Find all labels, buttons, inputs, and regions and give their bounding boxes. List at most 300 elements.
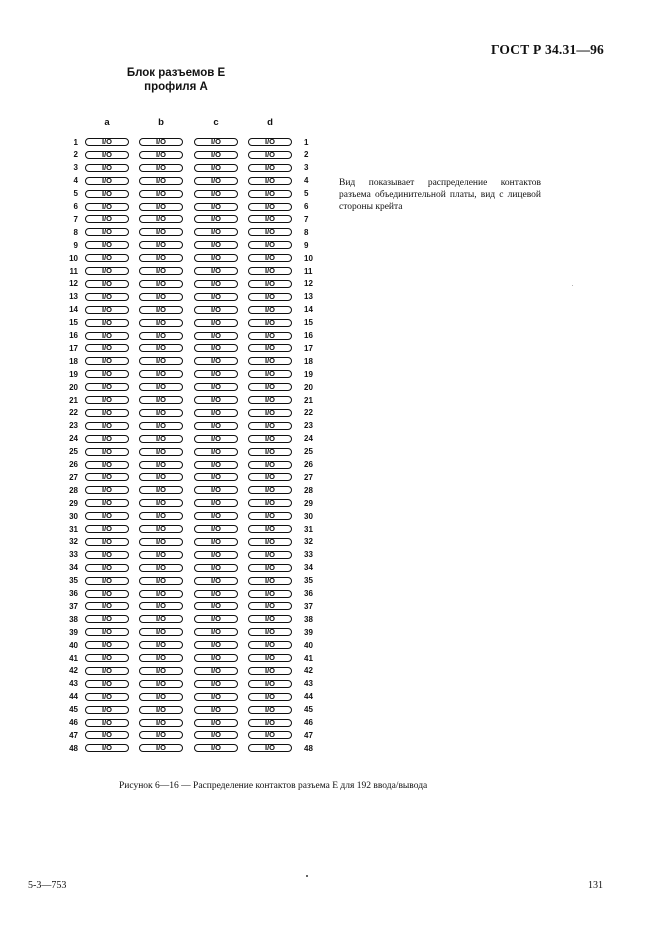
pin-a-22: I/O (85, 409, 129, 417)
row-number-left: 22 (69, 408, 78, 418)
pin-d-27: I/O (248, 473, 292, 481)
pin-d-43: I/O (248, 680, 292, 688)
pin-a-10: I/O (85, 254, 129, 262)
pin-c-20: I/O (194, 383, 238, 391)
row-number-left: 1 (73, 137, 78, 147)
pin-b-14: I/O (139, 306, 183, 314)
pin-c-10: I/O (194, 254, 238, 262)
row-number-left: 48 (69, 743, 78, 753)
pin-c-4: I/O (194, 177, 238, 185)
pin-c-22: I/O (194, 409, 238, 417)
pin-a-23: I/O (85, 422, 129, 430)
pin-b-20: I/O (139, 383, 183, 391)
pin-d-10: I/O (248, 254, 292, 262)
pin-c-41: I/O (194, 654, 238, 662)
figure-title (96, 66, 256, 94)
pin-d-21: I/O (248, 396, 292, 404)
row-number-left: 41 (69, 653, 78, 663)
pin-d-7: I/O (248, 215, 292, 223)
pin-b-44: I/O (139, 693, 183, 701)
row-number-right: 31 (304, 524, 313, 534)
row-number-left: 35 (69, 576, 78, 586)
row-number-right: 32 (304, 537, 313, 547)
pin-a-1: I/O (85, 138, 129, 146)
pin-c-29: I/O (194, 499, 238, 507)
pin-b-30: I/O (139, 512, 183, 520)
row-number-right: 39 (304, 627, 313, 637)
row-number-right: 23 (304, 421, 313, 431)
pin-b-7: I/O (139, 215, 183, 223)
pin-d-2: I/O (248, 151, 292, 159)
pin-c-11: I/O (194, 267, 238, 275)
pin-d-9: I/O (248, 241, 292, 249)
pin-c-37: I/O (194, 602, 238, 610)
row-number-left: 7 (73, 214, 78, 224)
pin-c-7: I/O (194, 215, 238, 223)
pin-b-2: I/O (139, 151, 183, 159)
column-header-c: c (213, 117, 219, 128)
pin-b-4: I/O (139, 177, 183, 185)
row-number-left: 37 (69, 601, 78, 611)
row-number-right: 43 (304, 679, 313, 689)
pin-c-31: I/O (194, 525, 238, 533)
row-number-left: 15 (69, 318, 78, 328)
row-number-right: 8 (304, 227, 309, 237)
row-number-left: 6 (73, 202, 78, 211)
row-number-right: 7 (304, 214, 309, 224)
row-number-right: 33 (304, 550, 313, 560)
pin-d-15: I/O (248, 319, 292, 327)
pin-b-37: I/O (139, 602, 183, 610)
row-number-left: 17 (69, 343, 78, 353)
pin-d-30: I/O (248, 512, 292, 520)
pin-c-42: I/O (194, 667, 238, 675)
pin-a-14: I/O (85, 306, 129, 314)
row-number-left: 38 (69, 614, 78, 624)
pin-b-48: I/O (139, 744, 183, 752)
pin-a-21: I/O (85, 396, 129, 404)
row-number-left: 30 (69, 511, 78, 521)
pin-c-19: I/O (194, 370, 238, 378)
pin-b-38: I/O (139, 615, 183, 623)
row-number-right: 46 (304, 718, 313, 727)
pin-d-29: I/O (248, 499, 292, 507)
pin-c-43: I/O (194, 680, 238, 688)
pin-b-27: I/O (139, 473, 183, 481)
pin-c-26: I/O (194, 461, 238, 469)
pin-c-3: I/O (194, 164, 238, 172)
pin-b-28: I/O (139, 486, 183, 494)
pin-d-31: I/O (248, 525, 292, 533)
pin-b-5: I/O (139, 190, 183, 198)
pin-b-29: I/O (139, 499, 183, 507)
row-number-left: 18 (69, 356, 78, 366)
pin-d-38: I/O (248, 615, 292, 623)
column-header-b: b (158, 117, 164, 128)
pin-b-42: I/O (139, 667, 183, 675)
pin-b-46: I/O (139, 719, 183, 727)
pin-a-30: I/O (85, 512, 129, 520)
pin-a-18: I/O (85, 357, 129, 365)
pin-c-17: I/O (194, 344, 238, 352)
row-number-left: 42 (69, 666, 78, 676)
pin-c-44: I/O (194, 693, 238, 701)
row-number-left: 5 (73, 189, 78, 199)
row-number-left: 10 (69, 253, 78, 263)
pin-c-39: I/O (194, 628, 238, 636)
pin-d-28: I/O (248, 486, 292, 494)
pin-c-28: I/O (194, 486, 238, 494)
pin-a-43: I/O (85, 680, 129, 688)
scan-speck (572, 285, 573, 286)
pin-a-3: I/O (85, 164, 129, 172)
pin-d-20: I/O (248, 383, 292, 391)
pin-b-10: I/O (139, 254, 183, 262)
row-number-left: 24 (69, 434, 78, 444)
pin-b-45: I/O (139, 706, 183, 714)
pin-a-36: I/O (85, 590, 129, 598)
pin-c-8: I/O (194, 228, 238, 236)
row-number-left: 40 (69, 640, 78, 650)
row-number-right: 6 (304, 202, 309, 211)
pin-b-34: I/O (139, 564, 183, 572)
row-number-left: 45 (69, 705, 78, 715)
pin-d-37: I/O (248, 602, 292, 610)
pin-b-36: I/O (139, 590, 183, 598)
row-number-right: 48 (304, 743, 313, 753)
row-number-left: 8 (73, 227, 78, 237)
pin-d-24: I/O (248, 435, 292, 443)
pin-a-33: I/O (85, 551, 129, 559)
pin-a-32: I/O (85, 538, 129, 546)
pin-c-18: I/O (194, 357, 238, 365)
row-number-left: 11 (69, 266, 78, 276)
pin-c-40: I/O (194, 641, 238, 649)
pin-a-24: I/O (85, 435, 129, 443)
row-number-right: 18 (304, 356, 313, 366)
pin-b-43: I/O (139, 680, 183, 688)
row-number-left: 34 (69, 563, 78, 573)
footer-code: 5-3—753 (28, 880, 67, 891)
pin-c-9: I/O (194, 241, 238, 249)
row-number-left: 3 (73, 163, 78, 173)
pin-d-25: I/O (248, 448, 292, 456)
row-number-left: 27 (69, 472, 78, 482)
pin-c-24: I/O (194, 435, 238, 443)
row-number-left: 29 (69, 498, 78, 508)
pin-c-21: I/O (194, 396, 238, 404)
pin-c-15: I/O (194, 319, 238, 327)
pin-a-8: I/O (85, 228, 129, 236)
pin-d-17: I/O (248, 344, 292, 352)
row-number-right: 35 (304, 576, 313, 586)
pin-a-31: I/O (85, 525, 129, 533)
pin-b-22: I/O (139, 409, 183, 417)
pin-d-19: I/O (248, 370, 292, 378)
row-number-left: 12 (69, 279, 78, 289)
pin-c-38: I/O (194, 615, 238, 623)
pin-a-19: I/O (85, 370, 129, 378)
pin-c-46: I/O (194, 719, 238, 727)
row-number-left: 32 (69, 537, 78, 547)
pin-d-18: I/O (248, 357, 292, 365)
row-number-left: 36 (69, 589, 78, 598)
row-number-left: 19 (69, 369, 78, 379)
pin-d-48: I/O (248, 744, 292, 752)
pin-b-23: I/O (139, 422, 183, 430)
row-number-right: 44 (304, 692, 313, 702)
pin-a-13: I/O (85, 293, 129, 301)
pin-b-13: I/O (139, 293, 183, 301)
pin-a-29: I/O (85, 499, 129, 507)
row-number-right: 38 (304, 614, 313, 624)
pin-c-23: I/O (194, 422, 238, 430)
pin-c-32: I/O (194, 538, 238, 546)
pin-a-40: I/O (85, 641, 129, 649)
row-number-right: 25 (304, 447, 313, 457)
pin-a-2: I/O (85, 151, 129, 159)
pin-c-34: I/O (194, 564, 238, 572)
pin-c-35: I/O (194, 577, 238, 585)
pin-a-4: I/O (85, 177, 129, 185)
pin-a-45: I/O (85, 706, 129, 714)
pin-a-17: I/O (85, 344, 129, 352)
pin-a-46: I/O (85, 719, 129, 727)
pin-a-38: I/O (85, 615, 129, 623)
pin-d-11: I/O (248, 267, 292, 275)
row-number-right: 41 (304, 653, 313, 663)
row-number-right: 26 (304, 460, 313, 469)
row-number-left: 46 (69, 718, 78, 727)
scan-speck (306, 875, 308, 877)
row-number-right: 22 (304, 408, 313, 418)
pin-c-14: I/O (194, 306, 238, 314)
pin-b-9: I/O (139, 241, 183, 249)
pin-a-39: I/O (85, 628, 129, 636)
figure-title-line1: Блок разъемов Е (126, 67, 226, 79)
pin-d-1: I/O (248, 138, 292, 146)
pin-c-36: I/O (194, 590, 238, 598)
pin-a-15: I/O (85, 319, 129, 327)
pin-c-45: I/O (194, 706, 238, 714)
pin-d-5: I/O (248, 190, 292, 198)
row-number-right: 5 (304, 189, 309, 199)
pin-d-12: I/O (248, 280, 292, 288)
pin-a-11: I/O (85, 267, 129, 275)
pin-d-34: I/O (248, 564, 292, 572)
column-header-d: d (267, 117, 273, 128)
column-header-a: a (104, 117, 110, 128)
pin-a-37: I/O (85, 602, 129, 610)
row-number-right: 19 (304, 369, 313, 379)
pin-d-32: I/O (248, 538, 292, 546)
pin-b-1: I/O (139, 138, 183, 146)
pin-d-45: I/O (248, 706, 292, 714)
pin-c-30: I/O (194, 512, 238, 520)
pin-a-16: I/O (85, 332, 129, 340)
pin-a-41: I/O (85, 654, 129, 662)
row-number-left: 16 (69, 331, 78, 340)
pin-a-48: I/O (85, 744, 129, 752)
row-number-left: 20 (69, 382, 78, 392)
row-number-right: 10 (304, 253, 313, 263)
row-number-left: 33 (69, 550, 78, 560)
row-number-right: 20 (304, 382, 313, 392)
row-number-right: 27 (304, 472, 313, 482)
pin-d-26: I/O (248, 461, 292, 469)
pin-b-17: I/O (139, 344, 183, 352)
row-number-right: 9 (304, 240, 309, 250)
pin-d-47: I/O (248, 731, 292, 739)
row-number-left: 28 (69, 485, 78, 495)
pin-d-44: I/O (248, 693, 292, 701)
pin-b-47: I/O (139, 731, 183, 739)
row-number-right: 2 (304, 150, 309, 160)
pin-c-6: I/O (194, 203, 238, 211)
row-number-right: 47 (304, 730, 313, 740)
pin-a-34: I/O (85, 564, 129, 572)
figure-caption: Рисунок 6—16 — Распределение контактов разъема E для 192 ввода/вывода (119, 781, 428, 791)
pin-b-31: I/O (139, 525, 183, 533)
row-number-right: 15 (304, 318, 313, 328)
row-number-right: 1 (304, 137, 309, 147)
row-number-left: 2 (73, 150, 78, 160)
pin-a-26: I/O (85, 461, 129, 469)
pin-d-39: I/O (248, 628, 292, 636)
row-number-right: 4 (304, 176, 309, 186)
pin-c-12: I/O (194, 280, 238, 288)
pin-c-27: I/O (194, 473, 238, 481)
row-number-right: 24 (304, 434, 313, 444)
row-number-left: 21 (69, 395, 78, 405)
row-number-right: 12 (304, 279, 313, 289)
pin-b-32: I/O (139, 538, 183, 546)
pin-b-15: I/O (139, 319, 183, 327)
pin-a-7: I/O (85, 215, 129, 223)
pin-a-28: I/O (85, 486, 129, 494)
row-number-left: 31 (69, 524, 78, 534)
pin-a-27: I/O (85, 473, 129, 481)
pin-a-12: I/O (85, 280, 129, 288)
pin-d-4: I/O (248, 177, 292, 185)
pin-c-48: I/O (194, 744, 238, 752)
pin-c-2: I/O (194, 151, 238, 159)
pin-b-19: I/O (139, 370, 183, 378)
pin-d-14: I/O (248, 306, 292, 314)
pin-b-21: I/O (139, 396, 183, 404)
pin-b-25: I/O (139, 448, 183, 456)
row-number-right: 17 (304, 343, 313, 353)
row-number-left: 14 (69, 305, 78, 315)
pin-b-16: I/O (139, 332, 183, 340)
pin-a-9: I/O (85, 241, 129, 249)
pin-b-3: I/O (139, 164, 183, 172)
pin-c-5: I/O (194, 190, 238, 198)
row-number-right: 40 (304, 640, 313, 650)
pin-d-36: I/O (248, 590, 292, 598)
row-number-left: 47 (69, 730, 78, 740)
pin-d-23: I/O (248, 422, 292, 430)
row-number-left: 26 (69, 460, 78, 469)
pin-c-16: I/O (194, 332, 238, 340)
row-number-right: 3 (304, 163, 309, 173)
pin-b-12: I/O (139, 280, 183, 288)
row-number-left: 43 (69, 679, 78, 689)
pin-b-40: I/O (139, 641, 183, 649)
pin-a-47: I/O (85, 731, 129, 739)
row-number-left: 23 (69, 421, 78, 431)
pin-d-16: I/O (248, 332, 292, 340)
row-number-right: 21 (304, 395, 313, 405)
row-number-right: 29 (304, 498, 313, 508)
row-number-right: 36 (304, 589, 313, 598)
row-number-left: 39 (69, 627, 78, 637)
row-number-left: 44 (69, 692, 78, 702)
pin-a-35: I/O (85, 577, 129, 585)
pin-c-47: I/O (194, 731, 238, 739)
pin-d-8: I/O (248, 228, 292, 236)
row-number-right: 11 (304, 266, 313, 276)
row-number-right: 34 (304, 563, 313, 573)
row-number-right: 42 (304, 666, 313, 676)
pin-b-41: I/O (139, 654, 183, 662)
page-number: 131 (588, 880, 603, 891)
pin-d-40: I/O (248, 641, 292, 649)
pin-d-6: I/O (248, 203, 292, 211)
row-number-right: 16 (304, 331, 313, 340)
row-number-right: 37 (304, 601, 313, 611)
row-number-left: 4 (73, 176, 78, 186)
pin-a-20: I/O (85, 383, 129, 391)
pin-d-22: I/O (248, 409, 292, 417)
row-number-right: 14 (304, 305, 313, 315)
pin-a-6: I/O (85, 203, 129, 211)
pin-a-5: I/O (85, 190, 129, 198)
pin-d-13: I/O (248, 293, 292, 301)
row-number-left: 9 (73, 240, 78, 250)
pin-d-46: I/O (248, 719, 292, 727)
pin-b-26: I/O (139, 461, 183, 469)
view-description: Вид показывает распределение контактов разъема объединительной платы, вид с лицевой стороны крейта (339, 178, 541, 212)
pin-b-8: I/O (139, 228, 183, 236)
row-number-right: 30 (304, 511, 313, 521)
pin-c-13: I/O (194, 293, 238, 301)
pin-b-11: I/O (139, 267, 183, 275)
pin-a-25: I/O (85, 448, 129, 456)
row-number-right: 13 (304, 292, 313, 302)
pin-c-25: I/O (194, 448, 238, 456)
pin-b-18: I/O (139, 357, 183, 365)
row-number-left: 25 (69, 447, 78, 457)
pin-b-39: I/O (139, 628, 183, 636)
pin-d-41: I/O (248, 654, 292, 662)
pin-a-44: I/O (85, 693, 129, 701)
pin-d-3: I/O (248, 164, 292, 172)
pin-b-33: I/O (139, 551, 183, 559)
figure-title-line2: профиля А (144, 81, 208, 93)
pin-c-1: I/O (194, 138, 238, 146)
pin-a-42: I/O (85, 667, 129, 675)
pin-b-35: I/O (139, 577, 183, 585)
row-number-right: 28 (304, 485, 313, 495)
pin-d-33: I/O (248, 551, 292, 559)
pin-d-35: I/O (248, 577, 292, 585)
pin-d-42: I/O (248, 667, 292, 675)
row-number-right: 45 (304, 705, 313, 715)
row-number-left: 13 (69, 292, 78, 302)
pin-b-6: I/O (139, 203, 183, 211)
standard-code: ГОСТ Р 34.31—96 (490, 42, 604, 57)
